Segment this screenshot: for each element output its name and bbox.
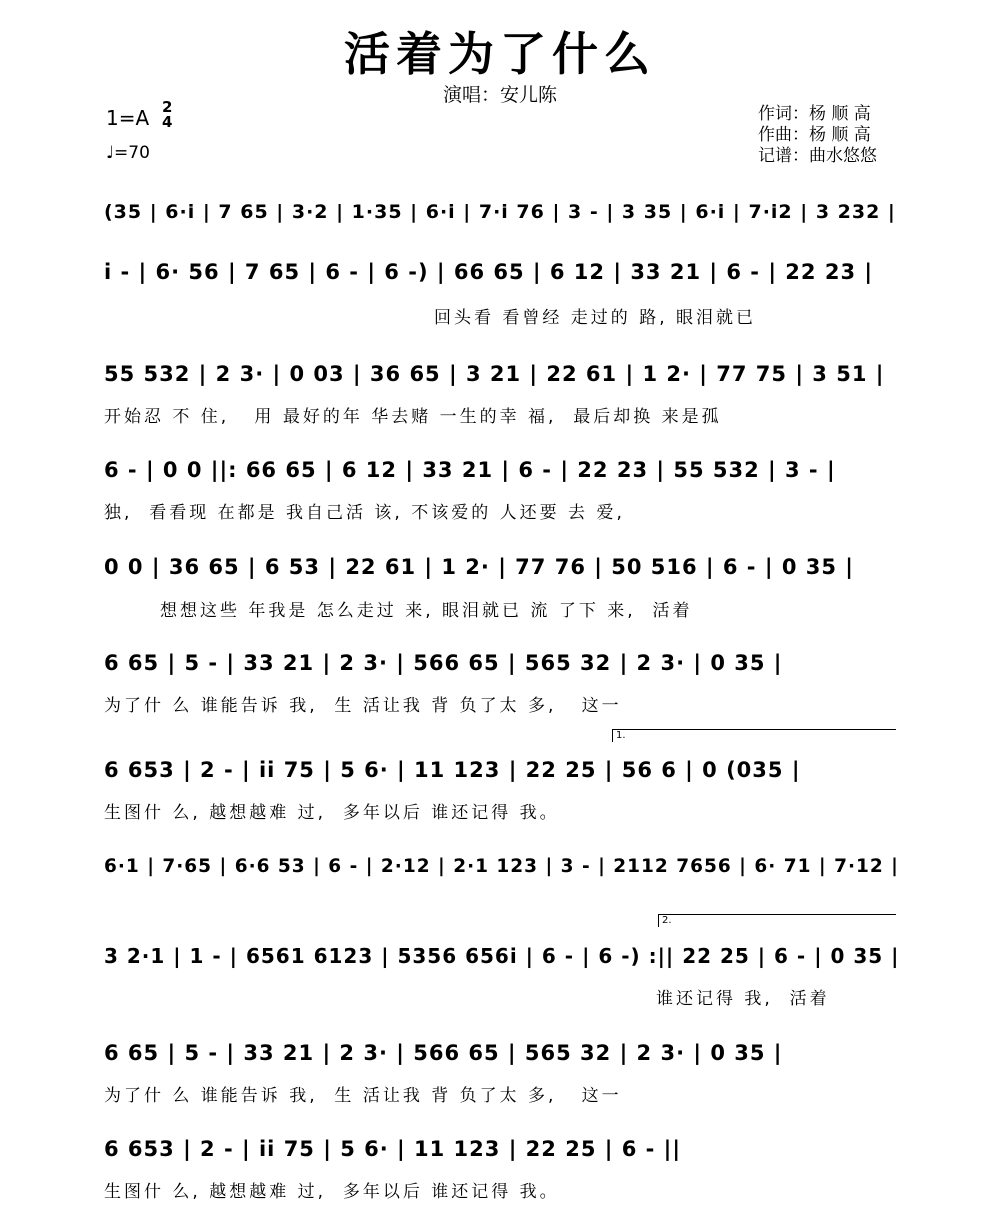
notation-line: 6·1 | 7·65 | 6·6 53 | 6 - | 2·12 | 2·1 123 | 3 - | 2112 7656 | 6· 71 | 7·12 |	[104, 856, 899, 877]
notation-line: 3 2·1 | 1 - | 6561 6123 | 5356 656i | 6 - | 6 -) :|| 22 25 | 6 - | 0 35 |	[104, 944, 900, 968]
notation-line: 0 0 | 36 65 | 6 53 | 22 61 | 1 2· | 77 76 | 50 516 | 6 - | 0 35 |	[104, 555, 854, 579]
volta-bracket-1: 1.	[612, 729, 896, 742]
score-line	[104, 1031, 900, 1075]
notation-line: 6 653 | 2 - | ii 75 | 5 6· | 11 123 | 22 25 | 6 - ||	[104, 1137, 682, 1161]
score-line	[104, 641, 900, 685]
time-signature-top: 2	[162, 98, 173, 116]
notation-line: 55 532 | 2 3· | 0 03 | 36 65 | 3 21 | 22 61 | 1 2· | 77 75 | 3 51 |	[104, 362, 885, 386]
lyric-line: 开始忍 不 住, 用 最好的年 华去赌 一生的幸 福, 最后却换 来是孤	[104, 407, 722, 427]
tempo-marking: ♩=70	[106, 143, 150, 163]
transcriber-credit: 记谱：曲水悠悠	[758, 146, 877, 166]
composer-credit: 作曲：杨 顺 高	[758, 125, 871, 145]
lyric-line: 想想这些 年我是 怎么走过 来, 眼泪就已 流 了下 来, 活着	[160, 601, 693, 621]
score-line	[104, 352, 900, 396]
lyricist-credit: 作词：杨 顺 高	[758, 104, 871, 124]
key-signature: 1=A	[106, 106, 150, 130]
time-signature	[162, 100, 172, 130]
song-title: 活着为了什么	[344, 27, 656, 81]
credits-block	[758, 104, 877, 167]
notation-line: 6 - | 0 0 ||: 66 65 | 6 12 | 33 21 | 6 - | 22 23 | 55 532 | 3 - |	[104, 458, 836, 482]
lyric-line: 为了什 么 谁能告诉 我, 生 活让我 背 负了太 多, 这一	[104, 696, 622, 716]
score-line	[104, 250, 900, 294]
notation-line: 6 65 | 5 - | 33 21 | 2 3· | 566 65 | 565 32 | 2 3· | 0 35 |	[104, 651, 783, 675]
score-line	[104, 748, 900, 792]
score-line	[104, 845, 900, 889]
score-line	[104, 934, 900, 978]
notation-line: 6 65 | 5 - | 33 21 | 2 3· | 566 65 | 565 32 | 2 3· | 0 35 |	[104, 1041, 783, 1065]
score-line	[104, 190, 900, 234]
volta-bracket-2: 2.	[658, 914, 896, 927]
lyric-line: 独, 看看现 在都是 我自己活 该, 不该爱的 人还要 去 爱,	[104, 503, 625, 523]
notation-line: 6 653 | 2 - | ii 75 | 5 6· | 11 123 | 22 25 | 56 6 | 0 (035 |	[104, 758, 801, 782]
notation-line: i - | 6· 56 | 7 65 | 6 - | 6 -) | 66 65 | 6 12 | 33 21 | 6 - | 22 23 |	[104, 260, 874, 284]
lyric-line: 回头看 看曾经 走过的 路, 眼泪就已	[434, 308, 757, 328]
lyric-line: 谁还记得 我, 活着	[656, 989, 830, 1009]
notation-line: (35 | 6·i | 7 65 | 3·2 | 1·35 | 6·i | 7·i 76 | 3 - | 3 35 | 6·i | 7·i2 | 3 232 |	[104, 201, 896, 223]
lyric-line: 为了什 么 谁能告诉 我, 生 活让我 背 负了太 多, 这一	[104, 1086, 622, 1106]
singer-credit: 演唱：安儿陈	[442, 84, 557, 106]
score-line	[104, 448, 900, 492]
lyric-line: 生图什 么, 越想越难 过, 多年以后 谁还记得 我。	[104, 1182, 560, 1202]
lyric-line: 生图什 么, 越想越难 过, 多年以后 谁还记得 我。	[104, 803, 560, 823]
time-signature-bottom: 4	[162, 113, 173, 131]
score-line	[104, 545, 900, 589]
score-line	[104, 1127, 900, 1171]
